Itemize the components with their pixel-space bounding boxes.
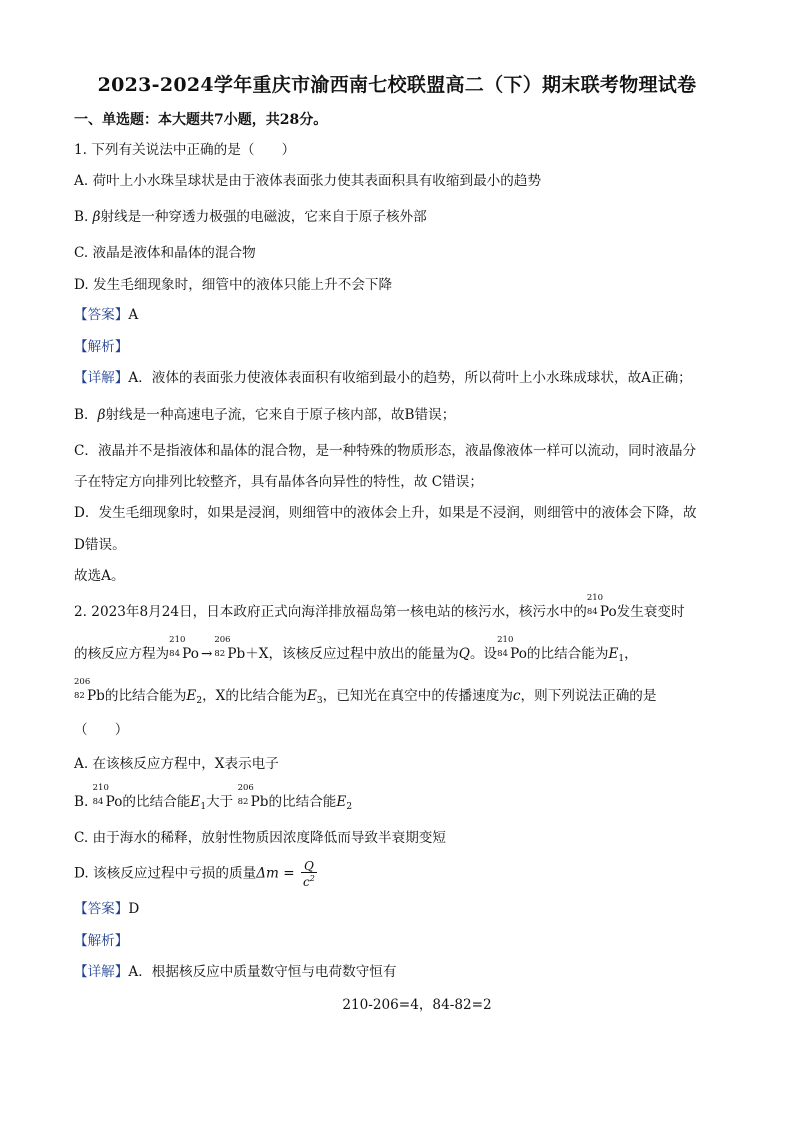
e3-subscript: 3: [316, 696, 323, 706]
answer-label: 【答案】: [74, 307, 129, 323]
nuclide-po: [586, 593, 617, 622]
q2-option-c: C. 由于海水的稀释，放射性物质因浓度降低而导致半衰期变短: [74, 830, 446, 846]
e2-symbol: E: [336, 794, 347, 810]
q2-option-d: [74, 860, 317, 888]
q2-equation: 210-206=4，84-82=2: [342, 997, 492, 1013]
q1-detail-c2: 子在特定方向排列比较整齐，具有晶体各向异性的特性，故 C错误；: [74, 474, 483, 490]
pb-atomic-number: 82: [214, 649, 226, 659]
pb-mass-number: 206: [74, 677, 91, 687]
denominator-c: c: [302, 875, 310, 889]
po-atomic-number: 84: [497, 649, 508, 659]
section-heading: 一、单选题：本大题共7小题，共28分。: [74, 112, 328, 128]
detail-label: 【详解】: [74, 964, 129, 980]
q2-answer: [74, 899, 139, 919]
po-symbol: Po: [182, 646, 199, 662]
q2-line3-text-c: ，已知光在真空中的传播速度为: [322, 688, 513, 704]
pb-symbol: Pb: [250, 794, 269, 810]
q2-option-a: A. 在该核反应方程中，X表示电子: [74, 756, 279, 772]
detail-a-text: A．液体的表面张力使液体表面积有收缩到最小的趋势，所以荷叶上小水珠成球状，故A正确；: [128, 370, 692, 386]
q2-line-4: （ ）: [74, 722, 129, 738]
po-symbol: Po: [599, 604, 617, 620]
analysis-label: 【解析】: [74, 933, 129, 949]
answer-label: 【答案】: [74, 901, 129, 917]
answer-value: A: [128, 307, 139, 323]
pb-symbol: Pb: [87, 688, 105, 704]
option-b-greater: 大于: [206, 794, 238, 810]
q2-line3-text-d: ，则下列说法正确的是: [520, 688, 657, 704]
q1-option-c: C. 液晶是液体和晶体的混合物: [74, 245, 256, 261]
nuclide-po: [92, 783, 123, 812]
answer-value: D: [128, 901, 140, 917]
beta-symbol: β: [97, 407, 106, 423]
nuclide-pb: [74, 677, 105, 706]
detail-a-text: A．根据核反应中质量数守恒与电荷数守恒有: [128, 964, 397, 980]
q2-line1-text: 2. 2023年8月24日，日本政府正式向海洋排放福岛第一核电站的核污水，核污水中的: [74, 604, 587, 620]
nuclide-pb: [237, 783, 269, 812]
beta-symbol: β: [92, 209, 101, 225]
pb-mass-number: 206: [214, 635, 231, 645]
e2-subscript: 2: [346, 802, 353, 812]
option-b-mid: 的比结合能: [122, 794, 191, 810]
plus-x: ＋X: [245, 646, 269, 662]
q1-detail-b: [74, 405, 455, 425]
q1-detail-d1: D．发生毛细现象时，如果是浸润，则细管中的液体会上升，如果是不浸润，则细管中的液体会下降，故: [74, 505, 697, 521]
e2-symbol: E: [186, 688, 197, 704]
q2-line-1: [74, 593, 685, 622]
q2-line-2: [74, 635, 638, 669]
energy-q: Q: [458, 646, 470, 662]
q1-option-d: D. 发生毛细现象时，细管中的液体只能上升不会下降: [74, 277, 393, 293]
q1-detail-d2: D错误。: [74, 537, 126, 553]
q1-detail-c1: C．液晶并不是指液体和晶体的混合物，是一种特殊的物质形态，液晶像液体一样可以流动，同时液晶分: [74, 443, 697, 459]
po-mass-number: 210: [92, 783, 109, 793]
option-b-prefix: B.: [74, 209, 93, 225]
fraction-numerator: Q: [303, 859, 314, 873]
q2-line2-text-d: 的比结合能为: [526, 646, 609, 662]
po-symbol: Po: [510, 646, 527, 662]
analysis-label: 【解析】: [74, 339, 129, 355]
e1-symbol: E: [190, 794, 201, 810]
po-mass-number: 210: [586, 593, 604, 603]
detail-b-prefix: B．: [74, 407, 98, 423]
pb-mass-number: 206: [237, 783, 254, 793]
e1-symbol: E: [608, 646, 619, 662]
po-symbol: Po: [105, 794, 123, 810]
detail-label: 【详解】: [74, 370, 129, 386]
page-title: 2023-2024学年重庆市渝西南七校联盟高二（下）期末联考物理试卷: [97, 74, 697, 96]
option-d-text: D. 该核反应过程中亏损的质量: [74, 865, 257, 882]
equals-sign: =: [278, 865, 299, 882]
e1-subscript: 1: [200, 802, 207, 812]
e3-symbol: E: [306, 688, 317, 704]
mass-defect-symbol: Δm: [256, 865, 279, 882]
q2-line2-text-b: ，该核反应过程中放出的能量为: [268, 646, 459, 662]
q1-answer: [74, 305, 138, 325]
comma: ，: [624, 646, 638, 662]
q1-option-a: A. 荷叶上小水珠呈球状是由于液体表面张力使其表面积具有收缩到最小的趋势: [74, 173, 542, 189]
q-over-c-squared-fraction: [301, 860, 317, 888]
q2-line2-text-c: 。设: [469, 646, 498, 662]
light-speed-symbol: c: [512, 688, 521, 704]
option-b-text: 射线是一种穿透力极强的电磁波，它来自于原子核外部: [100, 209, 427, 225]
q2-option-b: [74, 783, 353, 817]
q1-detail-a: [74, 368, 692, 388]
q2-line1-text-end: 发生衰变时: [616, 604, 685, 620]
q2-detail-a: [74, 962, 396, 982]
reaction-arrow: →: [200, 646, 213, 662]
po-atomic-number: 84: [92, 797, 104, 807]
pb-atomic-number: 82: [237, 797, 249, 807]
q1-conclusion: 故选A。: [74, 568, 125, 584]
nuclide-po: [497, 635, 527, 664]
q2-line-3: [74, 677, 657, 711]
q1-option-b: [74, 207, 427, 227]
pb-symbol: Pb: [227, 646, 246, 662]
q1-analysis: [74, 337, 128, 357]
po-atomic-number: 84: [586, 607, 598, 617]
q2-line3-text-b: ，X的比结合能为: [202, 688, 307, 704]
e2-subscript: 2: [196, 696, 203, 706]
nuclide-pb: [214, 635, 246, 664]
option-b-prefix: B.: [74, 794, 93, 810]
e1-subscript: 1: [618, 654, 625, 664]
fraction-denominator: [301, 872, 317, 888]
po-atomic-number: 84: [169, 649, 180, 659]
q2-analysis: [74, 931, 128, 951]
denominator-exponent: 2: [309, 874, 315, 883]
po-mass-number: 210: [169, 635, 186, 645]
pb-atomic-number: 82: [74, 691, 85, 701]
option-b-end: 的比结合能: [268, 794, 337, 810]
po-mass-number: 210: [497, 635, 514, 645]
q2-line3-text: 的比结合能为: [104, 688, 187, 704]
q1-stem: 1. 下列有关说法中正确的是（ ）: [74, 142, 296, 158]
q2-line2-text: 的核反应方程为: [74, 646, 170, 662]
detail-b-text: 射线是一种高速电子流，它来自于原子核内部，故B错误；: [105, 407, 456, 423]
nuclide-po: [169, 635, 199, 664]
